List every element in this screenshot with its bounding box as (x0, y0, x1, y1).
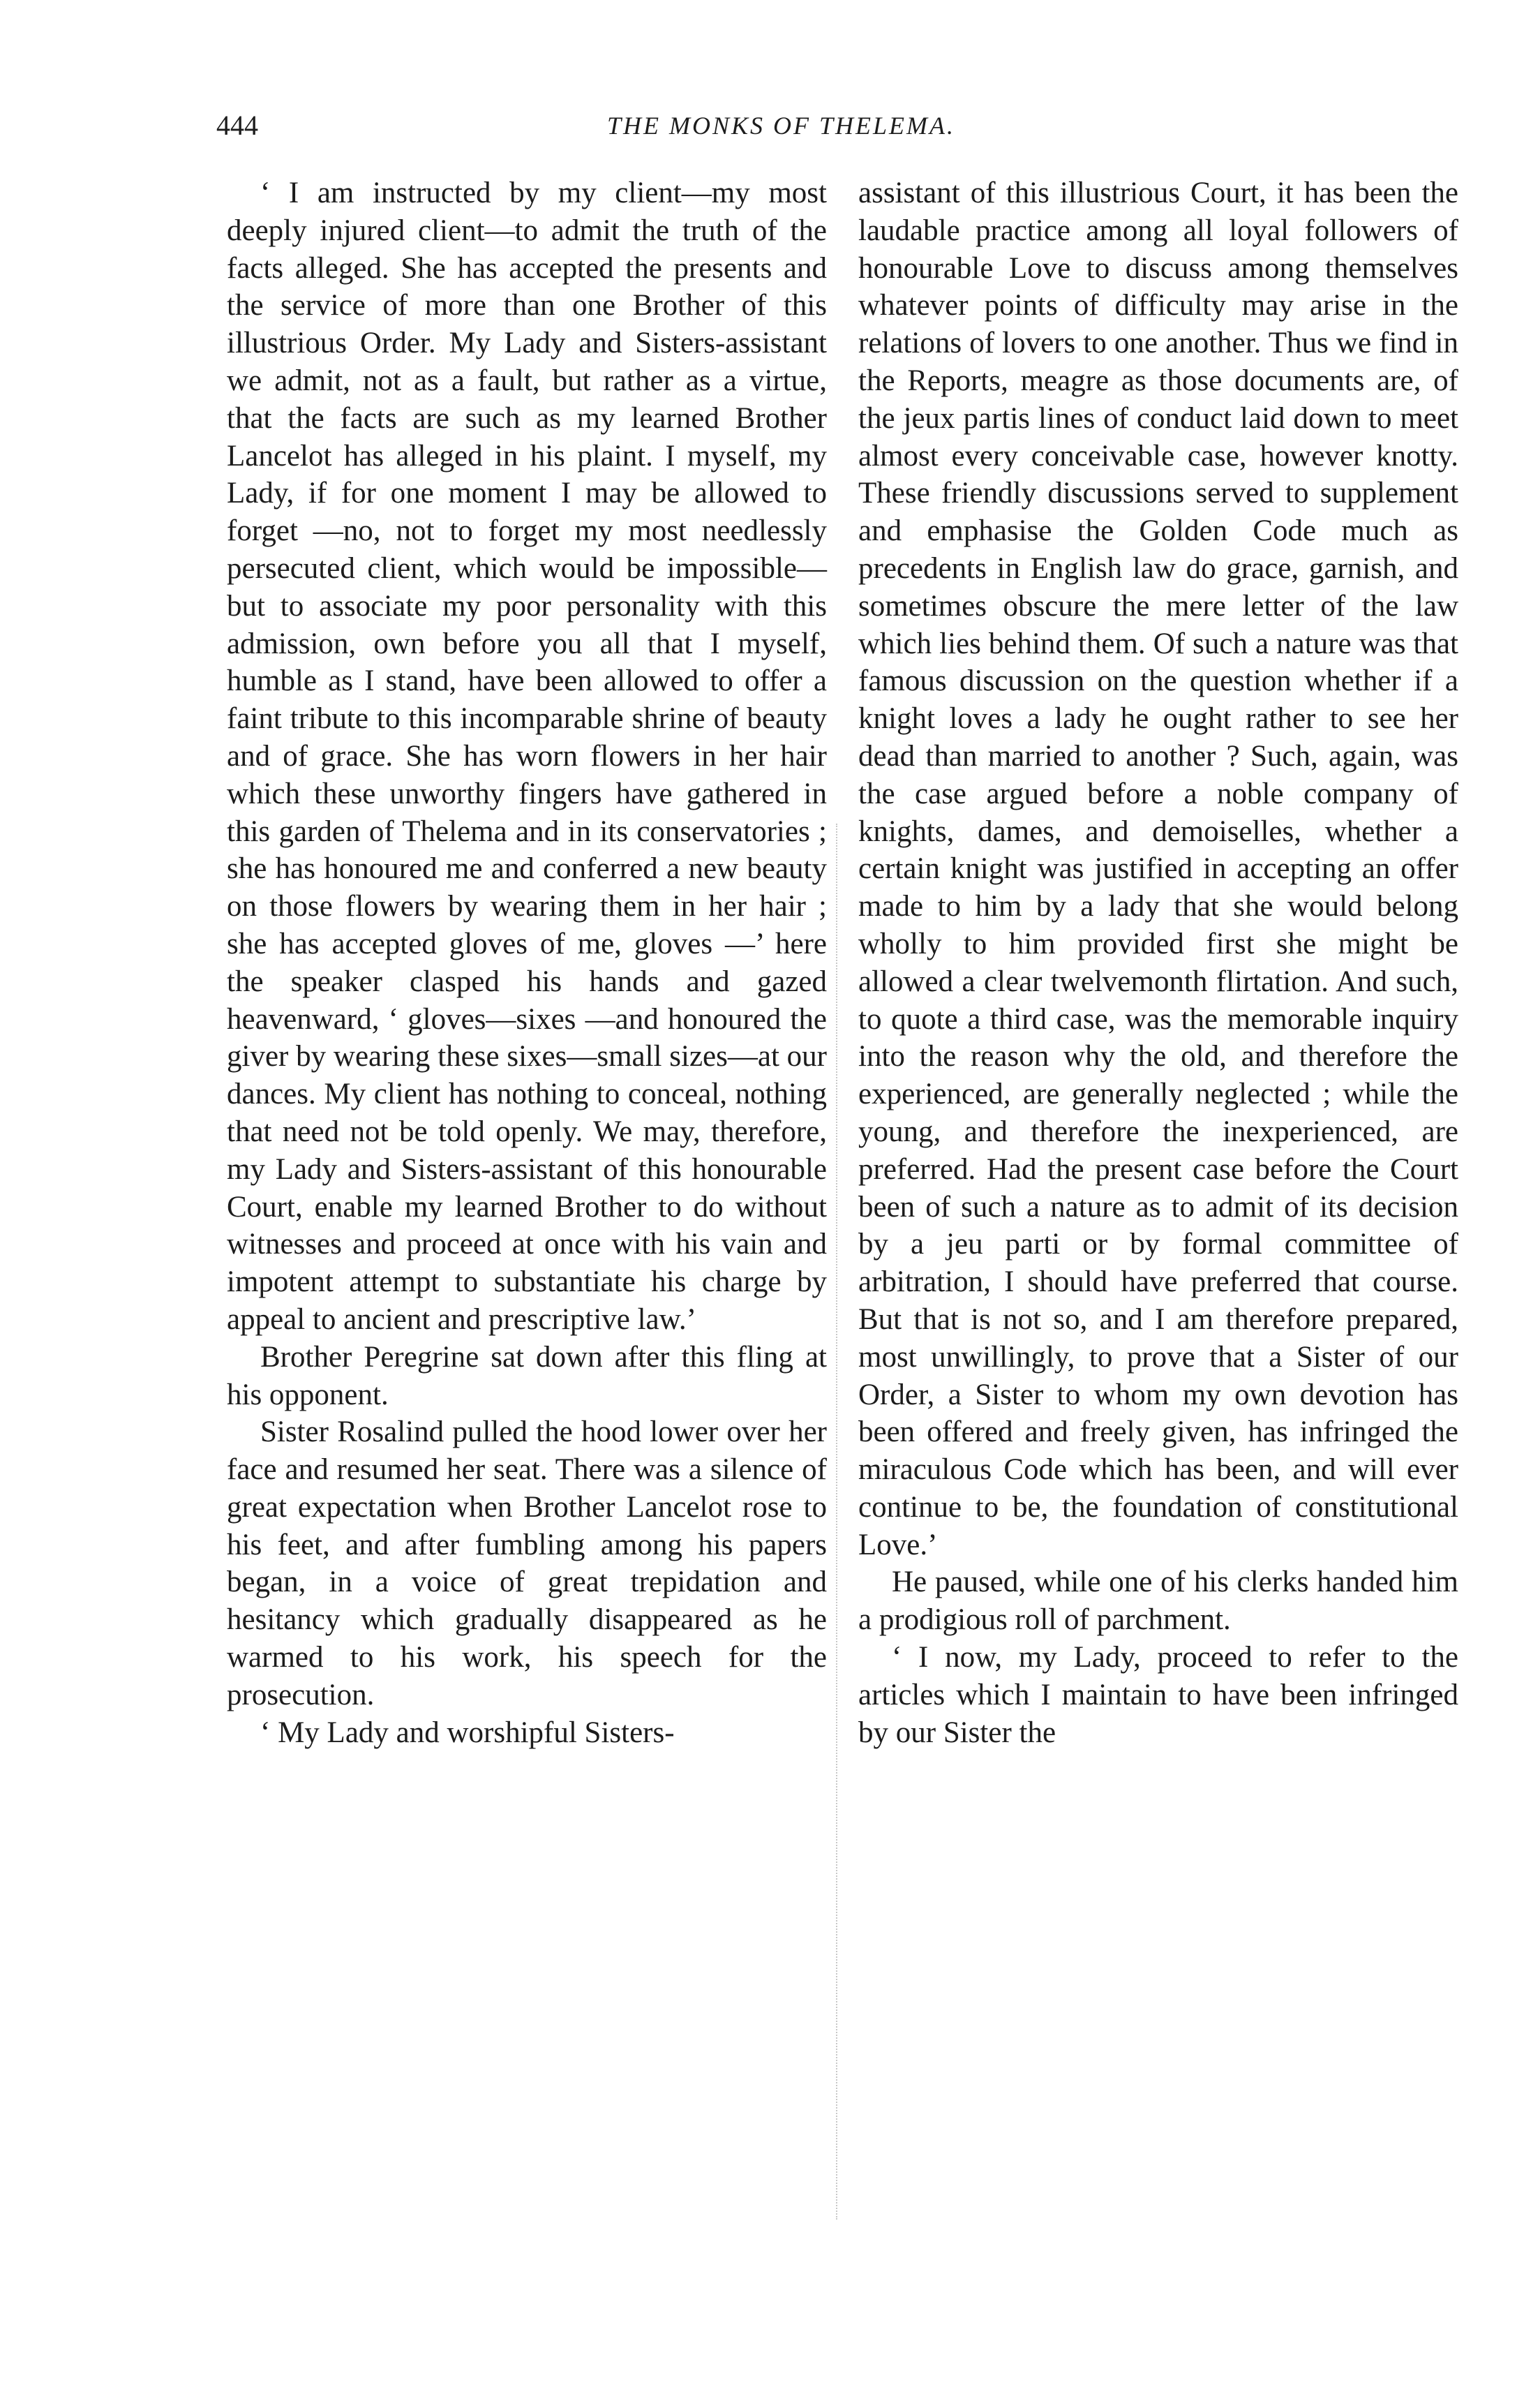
paragraph: Sister Rosalind pulled the hood lower over her face and resumed her seat. There was a silence of great expectation when Brother Lancelot rose to his feet, and after fumbling among his papers began, in a voice of great trepidation and hesitancy which gradually disappeared as he warmed to his work, his speech for the prosecution. (227, 1415, 827, 1711)
right-column (858, 174, 1458, 1751)
paragraph: He paused, while one of his clerks handed him a prodigious roll of parchment. (858, 1566, 1458, 1637)
column-divider (836, 824, 839, 2220)
paragraph: assistant of this illustrious Court, it has been the laudable practice among all loyal followers of honourable Love to discuss among themselves whatever points of difficulty may arise in the relations of lovers to one another. Thus we find in the Reports, meagre as those documents are, of the jeux partis lines of conduct laid down to meet almost every conceivable case, however knotty. These friendly discussions served to supplement and emphasise the Golden Code much as precedents in English law do grace, garnish, and sometimes obscure the mere letter of the law which lies behind them. Of such a nature was that famous discussion on the question whether if a knight loves a lady he ought rather to see her dead than married to another ? Such, again, was the case argued before a noble company of knights, dames, and demoiselles, whether a certain knight was justified in accepting an offer made to him by a lady that she would belong wholly to him provided first she might be allowed a clear twelvemonth flirtation. And such, to quote a third case, was the memorable inquiry into the reason why the old, and therefore the experienced, are generally neglected ; while the young, and therefore the inexperienced, are preferred. Had the present case before the Court been of such a nature as to admit of its decision by a jeu parti or by formal committee of arbitration, I should have preferred that course. But that is not so, and I am therefore prepared, most unwillingly, to prove that a Sister of our Order, a Sister to whom my own devotion has been offered and freely given, has infringed the miraculous Code which has been, and will ever continue to be, the foundation of constitutional Love.’ (858, 177, 1458, 1561)
paragraph: ‘ I am instructed by my client—my most deeply injured client—to admit the truth of the facts alleged. She has accepted the presents and the service of more than one Brother of this illustrious Order. My Lady and Sisters-assistant we admit, not as a fault, but rather as a virtue, that the facts are such as my learned Brother Lancelot has alleged in his plaint. I myself, my Lady, if for one moment I may be allowed to forget —no, not to forget my most needlessly persecuted client, which would be impossible—but to associate my poor personality with this admission, own before you all that I myself, humble as I stand, have been allowed to offer a faint tribute to this incomparable shrine of beauty and of grace. She has worn flowers in her hair which these unworthy fingers have gathered in this garden of Thelema and in its conservatories ; she has honoured me and conferred a new beauty on those flowers by wearing them in her hair ; she has accepted gloves of me, gloves —’ here the speaker clasped his hands and gazed heavenward, ‘ gloves—sixes —and honoured the giver by wearing these sixes—small sizes—at our dances. My client has nothing to conceal, nothing that need not be told openly. We may, therefore, my Lady and Sisters-assistant of this honourable Court, enable my learned Brother to do without witnesses and proceed at once with his vain and impotent attempt to substantiate his charge by appeal to ancient and prescriptive law.’ (227, 177, 827, 1336)
left-column (227, 174, 827, 1751)
running-title: THE MONKS OF THELEMA. (607, 112, 956, 140)
page-header (216, 105, 1472, 161)
paragraph: Brother Peregrine sat down after this fling at his opponent. (227, 1340, 827, 1411)
paragraph: ‘ My Lady and worshipful Sisters- (260, 1716, 675, 1749)
paragraph: ‘ I now, my Lady, proceed to refer to the articles which I maintain to have been infringed by our Sister the (858, 1641, 1458, 1749)
page-number: 444 (216, 110, 258, 141)
